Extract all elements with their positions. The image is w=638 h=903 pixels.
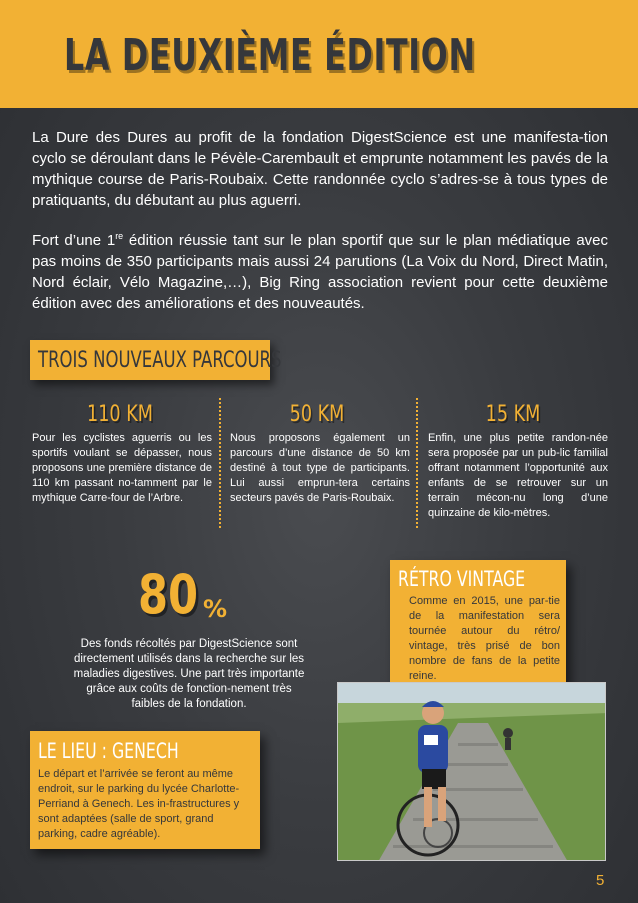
stat-number: 80 xyxy=(138,563,199,626)
intro-paragraph-1: La Dure des Dures au profit de la fondation DigestScience est une manifesta-tion cyclo se déroulant dans le Pévèle-Carembault et emprunte notamment les pavés de la mythique course de Paris-Roubaix. Cette randonnée cyclo s’adres-se à tous types de pratiquants, du débutant au plus aguerri. xyxy=(32,129,608,209)
page-number: 5 xyxy=(596,872,605,889)
page-title: LA DEUXIÈME ÉDITION xyxy=(64,30,476,81)
cyclist-photo-illustration xyxy=(338,683,606,861)
lieu-title: LE LIEU : GENECH xyxy=(38,739,179,763)
retro-title: RÉTRO VINTAGE xyxy=(398,567,526,591)
route-50-text: Nous proposons également un parcours d’une distance de 50 km destiné à tout type de participants. Lui aussi emprun-tera certains secteurs pavés de Paris-Roubaix. xyxy=(230,432,410,504)
intro-paragraph-2 xyxy=(32,230,608,314)
intro-p2-rest: édition réussie tant sur le plan sportif que sur le plan médiatique avec pas moins de 350 participants mais aussi 24 parutions (La Voix du Nord, Direct Matin, Nord éclair, Vélo Magazine,…), Big Ring association revient pour cette deuxième édition avec des améliorations et des nouveautés. xyxy=(32,232,609,312)
cyclist-photo xyxy=(337,682,606,861)
ordinal-superscript: re xyxy=(115,231,124,241)
route-15-title: 15 KM xyxy=(485,402,541,427)
stat-unit: % xyxy=(203,595,228,623)
lieu-text: Le départ et l’arrivée se feront au même endroit, sur le parking du lycée Charlotte-Perriand à Genech. Les in-frastructures y sont adaptées (salle de sport, grand parking, cadre agréable). xyxy=(38,768,240,840)
retro-box xyxy=(390,560,566,688)
stat-description: Des fonds récoltés par DigestScience sont directement utilisés dans la recherche sur les maladies digestives. Une part très importante grâce aux coûts de fonction-nement très faibles de la fondation. xyxy=(73,638,305,710)
parcours-label-text: TROIS NOUVEAUX PARCOURS xyxy=(38,348,282,373)
parcours-section-label xyxy=(30,340,282,380)
route-divider xyxy=(416,398,418,528)
route-15-text: Enfin, une plus petite randon-née sera proposée par un pub-lic familial offrant notamment l’opportunité aux enfants de se retrouver sur un terrain mécon-nu long d’une quinzaine de kilo-mètres. xyxy=(428,432,608,519)
route-110-title: 110 KM xyxy=(87,402,153,427)
route-divider xyxy=(219,398,221,528)
lieu-box xyxy=(30,731,260,849)
retro-text: Comme en 2015, une par-tie de la manifestation sera tournée autour du rétro/ vintage, très prisé de bon nombre de fans de la petite reine. xyxy=(409,595,560,682)
route-110-text: Pour les cyclistes aguerris ou les sportifs voulant se dépasser, nous proposons une première distance de 110 km passant no-tamment par le mythique Carre-four de l’Arbre. xyxy=(32,432,212,504)
route-50-title: 50 KM xyxy=(289,402,345,427)
intro-p2-start: Fort d’une 1 xyxy=(32,232,116,249)
